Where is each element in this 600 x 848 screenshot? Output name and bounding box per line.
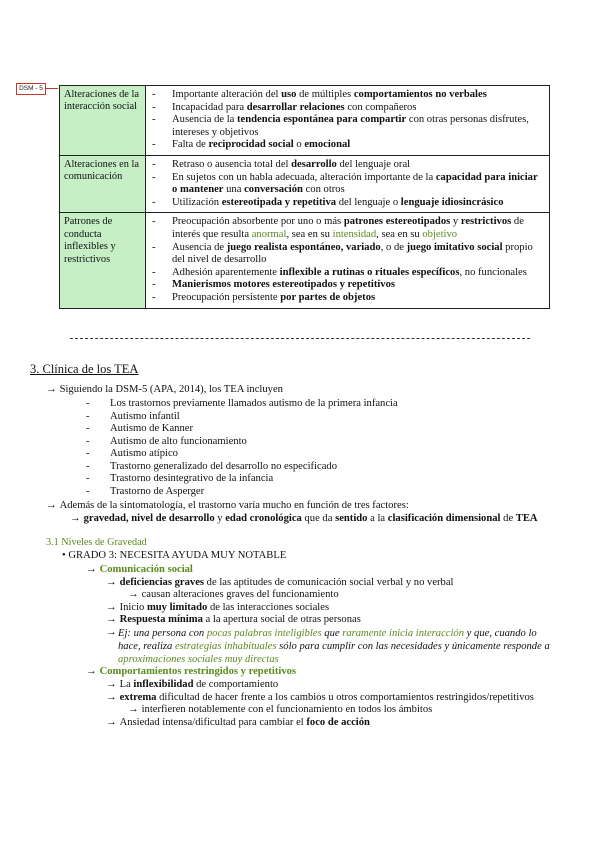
list-item: - Autismo de Kanner [86, 423, 193, 434]
list-item: - Adhesión aparentemente inflexible a rutinas o rituales específicos, no funcionales [152, 266, 527, 278]
com-subitem: → causan alteraciones graves del funcionamiento [128, 589, 339, 600]
example-arrow [106, 627, 117, 640]
com-heading: → Comunicación social [86, 564, 193, 575]
subsection-title: 3.1 Niveles de Gravedad [46, 537, 147, 548]
arrow-icon: → [86, 666, 97, 677]
arrow-icon: → [106, 602, 117, 613]
list-item: - Los trastornos previamente llamados autismo de la primera infancia [86, 398, 398, 409]
arrow-icon: → [128, 589, 139, 600]
factors-intro: → Además de la sintomatología, el trastorno varía mucho en función de tres factores: [46, 500, 409, 511]
list-item: - Autismo de alto funcionamiento [86, 435, 247, 447]
row-items [146, 86, 550, 156]
section-intro: → Siguiendo la DSM-5 (APA, 2014), los TEA incluyen [46, 384, 283, 395]
list-item: - Falta de reciprocidad social o emocional [152, 139, 351, 151]
dsm5-tag: DSM - 5 [16, 83, 46, 95]
arrow-icon: → [106, 614, 117, 625]
table-row [60, 155, 550, 212]
list-item: - Utilización estereotipada y repetitiva del lenguaje o lenguaje idiosincrásico [152, 196, 504, 208]
list-item: - Autismo atípico [86, 448, 178, 459]
arrow-icon: → [106, 692, 117, 703]
table-row [60, 213, 550, 308]
list-item: - Ausencia de la tendencia espontánea para compartir con otras personas disfrutes, intereses y objetivos [152, 114, 529, 138]
comp-item: → extrema dificultad de hacer frente a los cambios u otros comportamientos restringidos/repetitivos [106, 692, 534, 703]
table-row [60, 86, 550, 156]
list-item: - Importante alteración del uso de múltiples comportamientos no verbales [152, 89, 487, 100]
list-item: - En sujetos con un habla adecuada, alteración importante de la capacidad para iniciar o mantener una conversación con otros [152, 171, 538, 196]
dashed-separator [70, 338, 530, 339]
example-text: Ej: una persona con pocas palabras inteligibles que raramente inicia interacción y que, cuando lo hace, realiza estrategias inhabituales sólo para cumplir con las necesidades y únicamente responde a aproximaciones sociales muy directas [118, 628, 550, 665]
list-item: - Trastorno desintegrativo de la infancia [86, 473, 274, 484]
com-item: → Inicio muy limitado de las interacciones sociales [106, 602, 330, 613]
arrow-icon: → [46, 500, 57, 511]
arrow-icon: → [106, 679, 117, 690]
grado-heading: • GRADO 3: NECESITA AYUDA MUY NOTABLE [62, 550, 287, 561]
criteria-table [59, 85, 550, 309]
arrow-icon: → [106, 717, 117, 728]
row-label: Alteraciones de la interacción social [60, 86, 146, 156]
row-items [146, 213, 550, 308]
list-item: - Manierismos motores estereotipados y repetitivos [152, 279, 396, 291]
row-label: Alteraciones en la comunicación [60, 155, 146, 212]
arrow-icon: → [106, 577, 117, 588]
row-label: Patrones de conducta inflexibles y restrictivos [60, 213, 146, 308]
list-item: - Incapacidad para desarrollar relaciones con compañeros [152, 101, 417, 113]
comp-item: → La inflexibilidad de comportamiento [106, 679, 279, 690]
list-item: - Trastorno generalizado del desarrollo no especificado [86, 460, 337, 472]
arrow-icon: → [86, 564, 97, 575]
list-item: - Ausencia de juego realista espontáneo, variado, o de juego imitativo social propio del nivel de desarrollo [152, 241, 533, 266]
arrow-icon: → [106, 627, 117, 638]
com-item: → Respuesta mínima a la apertura social de otras personas [106, 614, 361, 625]
comp-subitem: → interfieren notablemente con el funcionamiento en todos los ámbitos [128, 704, 433, 715]
tea-list [86, 398, 398, 498]
section-title: 3. Clínica de los TEA [30, 362, 139, 376]
tag-connector [46, 88, 58, 89]
arrow-icon: → [128, 704, 139, 715]
comp-item: → Ansiedad intensa/dificultad para cambiar el foco de acción [106, 717, 370, 728]
list-item: - Autismo infantil [86, 410, 180, 422]
comp-heading: → Comportamientos restringidos y repetitivos [86, 666, 297, 677]
list-item: - Trastorno de Asperger [86, 485, 205, 497]
list-item: - Retraso o ausencia total del desarrollo del lenguaje oral [152, 158, 411, 170]
arrow-icon: → [46, 384, 57, 395]
list-item: - Preocupación absorbente por uno o más patrones estereotipados y restrictivos de interés que resulta anormal, sea en su intensidad, sea en su objetivo [152, 216, 524, 240]
row-items [146, 155, 550, 212]
com-item: → deficiencias graves de las aptitudes de comunicación social verbal y no verbal [106, 577, 454, 588]
list-item: - Preocupación persistente por partes de objetos [152, 291, 376, 303]
factors-line: → gravedad, nivel de desarrollo y edad cronológica que da sentido a la clasificación dimensional de TEA [70, 513, 538, 524]
arrow-icon: → [70, 513, 81, 524]
